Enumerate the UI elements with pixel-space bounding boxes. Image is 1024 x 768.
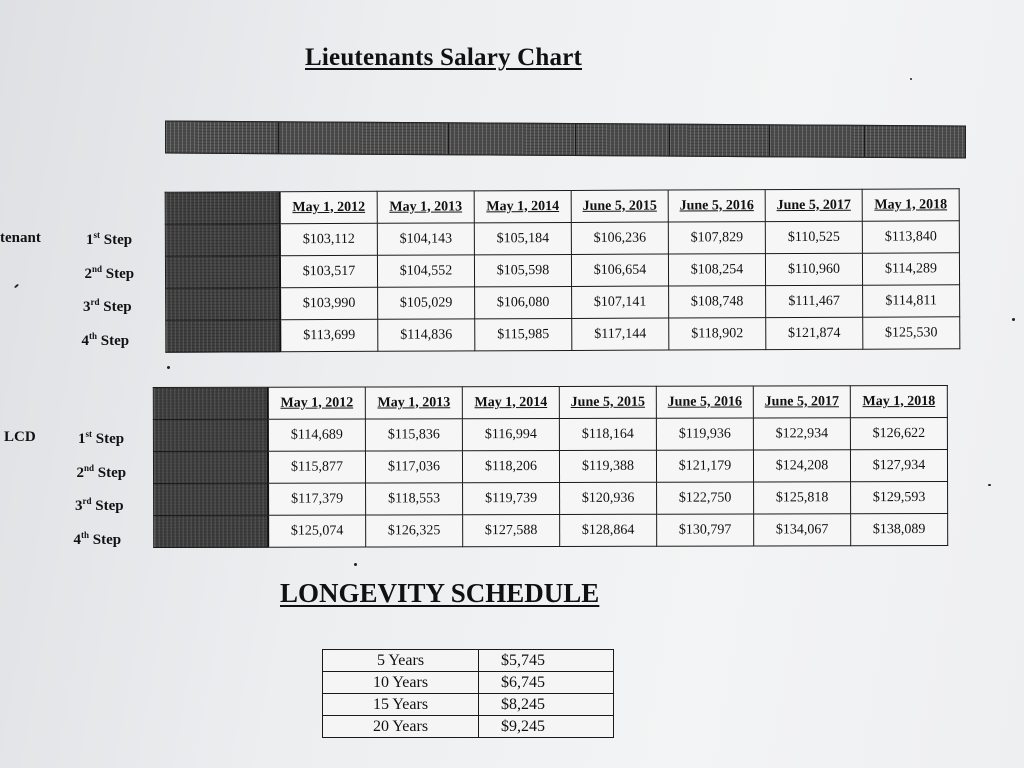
- longevity-years: 15 Years: [323, 694, 479, 716]
- redacted-cell: [165, 224, 280, 256]
- longevity-amount: $6,745: [479, 672, 614, 694]
- column-header: June 5, 2017: [753, 386, 850, 418]
- redacted-cell: [166, 320, 281, 352]
- salary-cell: $105,598: [474, 254, 571, 286]
- salary-cell: $118,164: [559, 418, 656, 450]
- salary-cell: $119,739: [463, 482, 560, 514]
- table-row: [165, 253, 959, 288]
- salary-cell: $118,553: [366, 483, 463, 515]
- longevity-row: [323, 650, 614, 672]
- step-word: Step: [95, 431, 125, 447]
- step-ordinal-suffix: rd: [82, 496, 92, 506]
- salary-cell: $107,141: [572, 286, 669, 318]
- redacted-cell: [153, 451, 268, 483]
- salary-cell: $115,836: [365, 419, 462, 451]
- redacted-cell: [154, 515, 269, 547]
- step-number: 1: [78, 431, 86, 447]
- step-word: Step: [103, 299, 132, 315]
- redacted-cell: [165, 256, 280, 288]
- salary-cell: $119,388: [559, 450, 656, 482]
- step-ordinal-suffix: st: [93, 230, 100, 240]
- step-word: Step: [105, 265, 135, 282]
- step-number: 4: [81, 332, 89, 349]
- salary-cell: $134,067: [754, 514, 851, 546]
- step-ordinal-suffix: st: [85, 429, 92, 439]
- step-number: 3: [75, 498, 83, 514]
- salary-cell: $126,622: [850, 417, 947, 449]
- page-title: Lieutenants Salary Chart: [305, 44, 583, 71]
- salary-cell: $125,530: [863, 317, 960, 349]
- salary-cell: $125,074: [268, 515, 366, 547]
- salary-cell: $108,254: [668, 254, 765, 286]
- column-header: May 1, 2014: [474, 190, 571, 222]
- salary-cell: $128,864: [560, 514, 657, 546]
- longevity-amount: $5,745: [479, 650, 614, 672]
- salary-cell: $104,552: [377, 255, 474, 287]
- paper-speck: [14, 284, 19, 289]
- salary-cell: $103,517: [280, 255, 378, 287]
- salary-cell: $120,936: [560, 482, 657, 514]
- table-row: [154, 513, 948, 547]
- step-label: [83, 297, 132, 316]
- salary-cell: $118,206: [462, 450, 559, 482]
- lcd-salary-table: [153, 385, 948, 548]
- step-label: [82, 331, 130, 350]
- paper-speck: [910, 78, 912, 80]
- step-ordinal-suffix: nd: [92, 263, 103, 274]
- salary-cell: $103,990: [280, 287, 378, 319]
- salary-cell: $121,874: [766, 317, 863, 349]
- paper-speck: [354, 563, 357, 566]
- redacted-header-band: [165, 121, 966, 159]
- table-row: [153, 449, 947, 483]
- step-ordinal-suffix: th: [81, 529, 90, 540]
- group-label-lieutenant: tenant: [0, 230, 41, 246]
- step-label: [86, 230, 132, 249]
- table-row: [166, 317, 960, 352]
- salary-cell: $107,829: [668, 222, 765, 254]
- paper-speck: [1012, 318, 1015, 321]
- salary-cell: $118,902: [669, 318, 766, 350]
- column-header: May 1, 2018: [850, 385, 947, 417]
- step-word: Step: [95, 498, 124, 514]
- salary-cell: $126,325: [366, 515, 463, 547]
- step-number: 4: [73, 531, 81, 548]
- longevity-years: 20 Years: [323, 716, 479, 738]
- longevity-years: 10 Years: [323, 672, 479, 694]
- salary-cell: $115,877: [268, 451, 366, 483]
- salary-cell: $124,208: [753, 450, 850, 482]
- longevity-amount: $8,245: [479, 694, 614, 716]
- salary-cell: $130,797: [657, 514, 754, 546]
- salary-cell: $117,144: [572, 318, 669, 350]
- step-ordinal-suffix: nd: [84, 462, 95, 473]
- salary-cell: $114,836: [378, 319, 475, 351]
- salary-cell: $113,699: [280, 319, 378, 351]
- header-row: [165, 189, 959, 224]
- redacted-header-cell: [165, 192, 280, 224]
- step-word: Step: [100, 332, 130, 349]
- salary-cell: $103,112: [280, 223, 378, 255]
- table-row: [165, 221, 959, 256]
- salary-cell: $114,811: [863, 285, 960, 317]
- salary-cell: $105,184: [474, 222, 571, 254]
- salary-cell: $106,236: [571, 222, 668, 254]
- column-header: May 1, 2012: [280, 191, 378, 223]
- salary-cell: $129,593: [851, 481, 948, 513]
- salary-cell: $106,080: [475, 286, 572, 318]
- redacted-cell: [153, 419, 268, 451]
- salary-cell: $110,525: [765, 221, 862, 253]
- step-word: Step: [103, 232, 133, 248]
- column-header: May 1, 2013: [377, 191, 474, 223]
- longevity-row: [323, 694, 614, 716]
- step-word: Step: [97, 464, 127, 481]
- salary-cell: $121,179: [656, 450, 753, 482]
- salary-cell: $114,689: [268, 419, 366, 451]
- salary-cell: $116,994: [462, 418, 559, 450]
- column-header: June 5, 2015: [571, 190, 668, 222]
- header-row: [153, 385, 947, 419]
- table-row: [153, 417, 947, 451]
- salary-cell: $111,467: [766, 285, 863, 317]
- step-number: 3: [83, 299, 91, 315]
- salary-cell: $122,750: [657, 482, 754, 514]
- redacted-header-cell: [153, 387, 268, 419]
- salary-cell: $127,588: [463, 514, 560, 546]
- step-label: [77, 463, 127, 482]
- step-label: [74, 530, 122, 549]
- longevity-table: [322, 649, 614, 738]
- column-header: June 5, 2016: [656, 386, 753, 418]
- salary-cell: $117,379: [268, 483, 366, 515]
- step-ordinal-suffix: rd: [90, 297, 100, 307]
- salary-cell: $127,934: [850, 449, 947, 481]
- longevity-title: LONGEVITY SCHEDULE: [280, 578, 600, 608]
- column-header: May 1, 2014: [462, 386, 559, 418]
- column-header: May 1, 2012: [268, 387, 366, 419]
- salary-cell: $106,654: [571, 254, 668, 286]
- redacted-cell: [154, 483, 269, 515]
- salary-cell: $113,840: [862, 221, 959, 253]
- step-ordinal-suffix: th: [89, 330, 98, 341]
- salary-cell: $105,029: [378, 287, 475, 319]
- salary-cell: $110,960: [765, 253, 862, 285]
- step-label: [85, 264, 135, 283]
- step-number: 2: [76, 464, 84, 481]
- step-number: 1: [86, 232, 94, 248]
- lieutenant-salary-table: [165, 188, 961, 352]
- step-label: [78, 429, 124, 448]
- salary-cell: $117,036: [365, 451, 462, 483]
- longevity-row: [323, 716, 614, 738]
- paper-speck: [988, 484, 991, 486]
- step-number: 2: [84, 265, 92, 282]
- table-row: [166, 285, 960, 320]
- column-header: June 5, 2016: [668, 190, 765, 222]
- group-label-lcd: LCD: [4, 429, 36, 445]
- column-header: June 5, 2017: [765, 189, 862, 221]
- salary-cell: $125,818: [754, 482, 851, 514]
- longevity-years: 5 Years: [323, 650, 479, 672]
- table-row: [154, 481, 948, 515]
- salary-cell: $104,143: [377, 223, 474, 255]
- salary-cell: $138,089: [851, 513, 948, 545]
- salary-cell: $122,934: [753, 418, 850, 450]
- column-header: May 1, 2018: [862, 189, 959, 221]
- salary-cell: $114,289: [862, 253, 959, 285]
- column-header: June 5, 2015: [559, 386, 656, 418]
- column-header: May 1, 2013: [365, 387, 462, 419]
- salary-cell: $115,985: [475, 318, 572, 350]
- redacted-cell: [166, 288, 281, 320]
- salary-cell: $108,748: [669, 286, 766, 318]
- step-label: [75, 496, 124, 515]
- longevity-row: [323, 672, 614, 694]
- paper-speck: [167, 366, 170, 369]
- salary-cell: $119,936: [656, 418, 753, 450]
- step-word: Step: [92, 531, 122, 548]
- longevity-amount: $9,245: [479, 716, 614, 738]
